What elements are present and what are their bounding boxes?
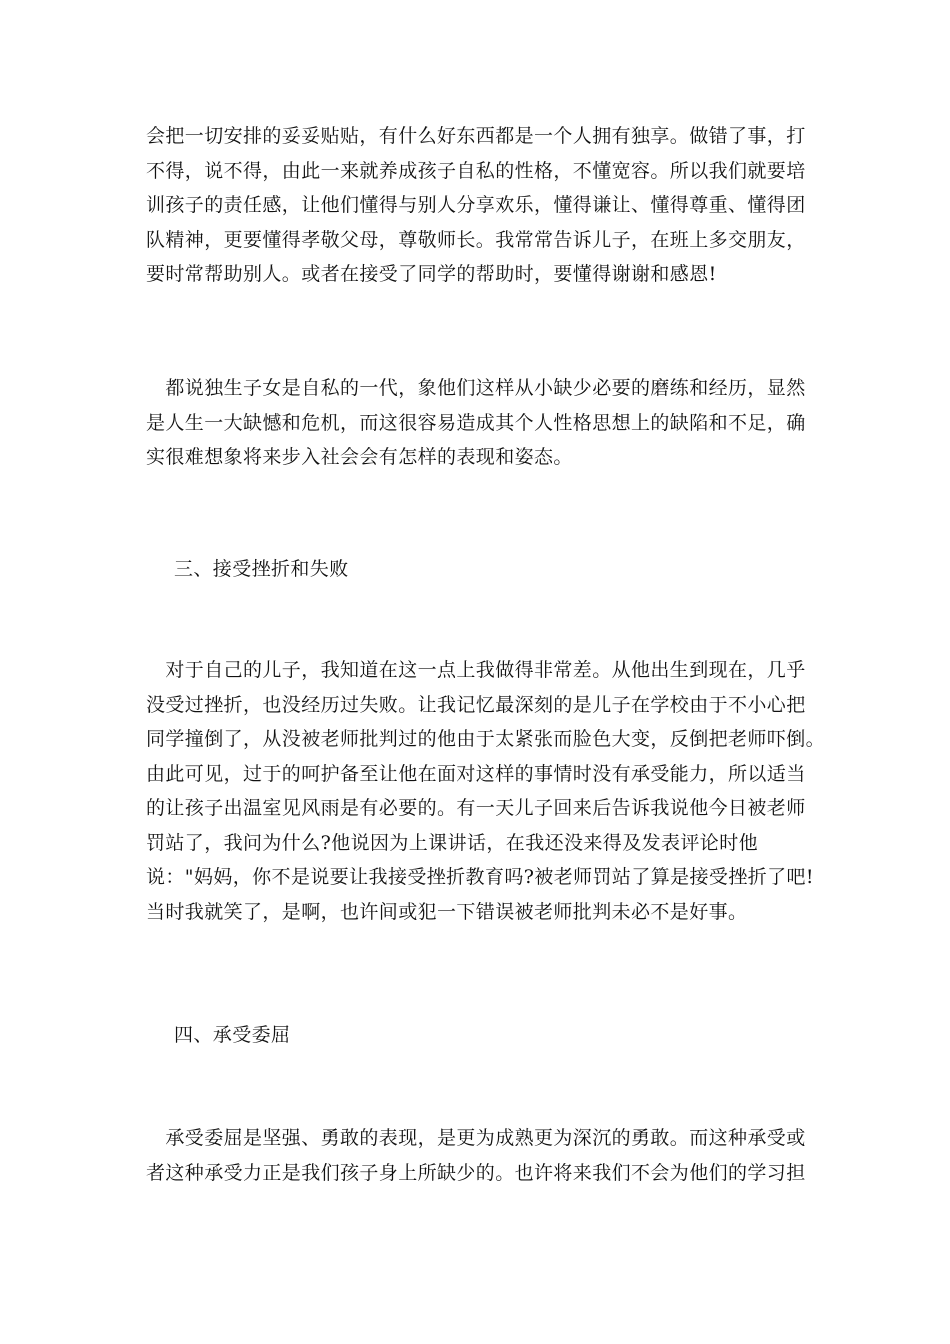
- paragraph-only-child: [146, 371, 806, 475]
- paragraph-line: 的让孩子出温室见风雨是有必要的。有一天儿子回来后告诉我说他今日被老师: [146, 797, 806, 819]
- paragraph-line: 要时常帮助别人。或者在接受了同学的帮助时，要懂得谢谢和感恩!: [146, 263, 717, 285]
- paragraph-line: 实很难想象将来步入社会会有怎样的表现和姿态。: [146, 446, 573, 468]
- paragraph-line: 都说独生子女是自私的一代，象他们这样从小缺少必要的磨练和经历，显然: [146, 377, 806, 399]
- paragraph-line: 不得，说不得，由此一来就养成孩子自私的性格，不懂宽容。所以我们就要培: [146, 159, 806, 182]
- paragraph-frustration: [146, 653, 826, 929]
- paragraph-line: 由此可见，过于的呵护备至让他在面对这样的事情时没有承受能力，所以适当: [146, 762, 806, 785]
- paragraph-line: 队精神，更要懂得孝敬父母，尊敬师长。我常常告诉儿子，在班上多交朋友，: [146, 228, 806, 251]
- section-heading-4: 四、承受委屈: [174, 1024, 291, 1046]
- paragraph-line: 没受过挫折，也没经历过失败。让我记忆最深刻的是儿子在学校由于不小心把: [146, 693, 806, 716]
- paragraph-line: 是人生一大缺憾和危机，而这很容易造成其个人性格思想上的缺陷和不足，确: [146, 411, 806, 434]
- paragraph-line: 训孩子的责任感，让他们懂得与别人分享欢乐，懂得谦让、懂得尊重、懂得团: [146, 194, 806, 216]
- paragraph-intro: [146, 119, 806, 292]
- paragraph-line: 者这种承受力正是我们孩子身上所缺少的。也许将来我们不会为他们的学习担: [146, 1161, 806, 1184]
- paragraph-line: 同学撞倒了，从没被老师批判过的他由于太紧张而脸色大变，反倒把老师吓倒。: [146, 728, 826, 750]
- paragraph-line: 罚站了，我问为什么?他说因为上课讲话，在我还没来得及发表评论时他: [146, 831, 758, 854]
- paragraph-line: 会把一切安排的妥妥贴贴，有什么好东西都是一个人拥有独享。做错了事，打: [146, 125, 806, 147]
- paragraph-line: 承受委屈是坚强、勇敢的表现，是更为成熟更为深沉的勇敢。而这种承受或: [146, 1127, 806, 1149]
- paragraph-line: 当时我就笑了，是啊，也许间或犯一下错误被老师批判未必不是好事。: [146, 900, 748, 923]
- section-heading-3: 三、接受挫折和失败: [174, 558, 349, 580]
- paragraph-line: 对于自己的儿子，我知道在这一点上我做得非常差。从他出生到现在，几乎: [146, 659, 806, 681]
- paragraph-line: 说："妈妈，你不是说要让我接受挫折教育吗?被老师罚站了算是接受挫折了吧!: [146, 866, 814, 888]
- paragraph-grievance: [146, 1121, 806, 1190]
